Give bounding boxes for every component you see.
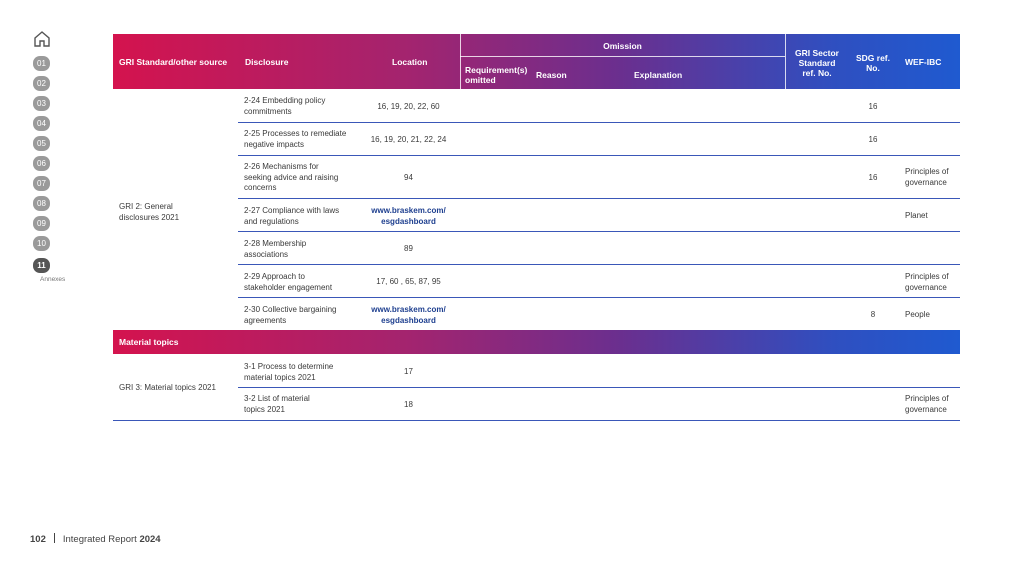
sdg-cell: 8 (870, 310, 876, 319)
wef-text: governance (905, 404, 947, 414)
wef-text: Principles of (905, 167, 949, 176)
group-gri2-label-line1: GRI 2: General (119, 202, 173, 211)
chapter-10-button[interactable]: 10 (33, 236, 50, 251)
sdg-cell: 16 (868, 135, 878, 144)
table-row (113, 388, 960, 421)
disclosure-text: 2-28 Membership (244, 239, 307, 248)
wef-text: governance (905, 282, 947, 292)
location-cell: 18 (404, 400, 413, 409)
disclosure-cell (244, 362, 333, 383)
sdg-cell: 16 (868, 173, 878, 182)
disclosure-cell (244, 206, 339, 227)
disclosure-cell (244, 129, 346, 150)
header-omission: Omission (603, 41, 642, 51)
wef-cell (905, 272, 949, 293)
report-name: Integrated Report (62, 534, 137, 545)
table-row (113, 204, 960, 237)
disclosure-text: 2-27 Compliance with laws (244, 206, 340, 215)
header-requirements-line2: omitted (465, 75, 496, 85)
location-cell: 17, 60 , 65, 87, 95 (376, 277, 441, 286)
disclosure-cell (244, 162, 338, 194)
disclosure-text: 2-24 Embedding policy (244, 96, 326, 105)
disclosure-text: 3-2 List of material (244, 394, 310, 403)
esg-dashboard-link[interactable] (361, 206, 456, 227)
link-text[interactable]: esgdashboard (381, 315, 436, 325)
disclosure-cell (244, 96, 325, 117)
header-disclosure: Disclosure (245, 57, 289, 67)
material-topics-band: Material topics (113, 330, 960, 354)
disclosure-text: topics 2021 (244, 404, 285, 414)
disclosure-text: commitments (244, 106, 292, 116)
location-cell: 89 (404, 244, 413, 253)
wef-text: Principles of (905, 272, 949, 281)
header-sdg-line1: SDG ref. (855, 53, 890, 63)
disclosure-text: agreements (244, 315, 287, 325)
header-sdg-line2: No. (866, 63, 880, 73)
group-gri2-label-line2: disclosures 2021 (119, 212, 180, 222)
disclosure-text: stakeholder engagement (244, 282, 333, 292)
page-footer (30, 533, 161, 545)
chapter-11-button[interactable]: 11 (33, 258, 50, 273)
disclosure-text: negative impacts (244, 139, 305, 149)
location-cell: 16, 19, 20, 22, 60 (377, 102, 440, 111)
disclosure-cell (244, 394, 310, 415)
header-explanation: Explanation (634, 70, 683, 80)
disclosure-text: material topics 2021 (244, 372, 316, 382)
disclosure-text: and regulations (244, 216, 299, 226)
gri-content-table (113, 34, 960, 325)
disclosure-cell (244, 272, 332, 293)
link-text[interactable]: esgdashboard (381, 216, 436, 226)
group-gri3-label: GRI 3: Material topics 2021 (119, 383, 216, 392)
esg-dashboard-link[interactable] (361, 305, 456, 326)
location-cell: 17 (404, 367, 413, 376)
chapter-06-button[interactable]: 06 (33, 156, 50, 171)
disclosure-text: 2-30 Collective bargaining (244, 305, 337, 314)
header-wef-ibc: WEF-IBC (905, 57, 942, 67)
header-reason: Reason (536, 70, 567, 80)
wef-text: governance (905, 177, 947, 187)
header-sector-line3: ref. No. (802, 68, 832, 78)
location-cell: 94 (404, 173, 413, 182)
chapter-08-button[interactable]: 08 (33, 196, 50, 211)
page-number: 102 (30, 534, 46, 545)
header-sector-line1: GRI Sector (795, 48, 839, 58)
disclosure-cell (244, 305, 337, 326)
home-icon[interactable] (33, 30, 51, 48)
disclosure-text: 2-29 Approach to (244, 272, 305, 281)
link-text[interactable]: www.braskem.com/ (371, 206, 446, 215)
wef-text: Principles of (905, 394, 949, 403)
wef-cell: People (905, 310, 930, 319)
chapter-07-button[interactable]: 07 (33, 176, 50, 191)
report-year: 2024 (139, 534, 161, 545)
table-header (113, 34, 960, 89)
disclosure-text: seeking advice and raising (244, 172, 339, 182)
header-gri-standard: GRI Standard/other source (119, 57, 228, 67)
wef-cell: Planet (905, 211, 928, 220)
link-text[interactable]: www.braskem.com/ (371, 305, 446, 314)
disclosure-cell (244, 239, 306, 260)
sdg-cell: 16 (868, 102, 878, 111)
header-sector-line2: Standard (798, 58, 836, 68)
chapter-04-button[interactable]: 04 (33, 116, 50, 131)
disclosure-text: 2-25 Processes to remediate (244, 129, 347, 138)
disclosure-text: 2-26 Mechanisms for (244, 162, 319, 171)
wef-cell (905, 394, 949, 415)
chapter-02-button[interactable]: 02 (33, 76, 50, 91)
annexes-label: Annexes (40, 276, 66, 283)
disclosure-text: associations (244, 249, 289, 259)
disclosure-text: concerns (244, 183, 277, 192)
disclosure-text: 3-1 Process to determine (244, 362, 334, 371)
table-row (113, 237, 960, 270)
chapter-09-button[interactable]: 09 (33, 216, 50, 231)
chapter-01-button[interactable]: 01 (33, 56, 50, 71)
wef-cell (905, 167, 949, 188)
header-location: Location (392, 57, 428, 67)
header-requirements-line1: Requirement(s) (465, 65, 528, 75)
chapter-05-button[interactable]: 05 (33, 136, 50, 151)
location-cell: 16, 19, 20, 21, 22, 24 (370, 135, 447, 144)
table-row (113, 270, 960, 303)
table-row (113, 354, 960, 387)
chapter-03-button[interactable]: 03 (33, 96, 50, 111)
